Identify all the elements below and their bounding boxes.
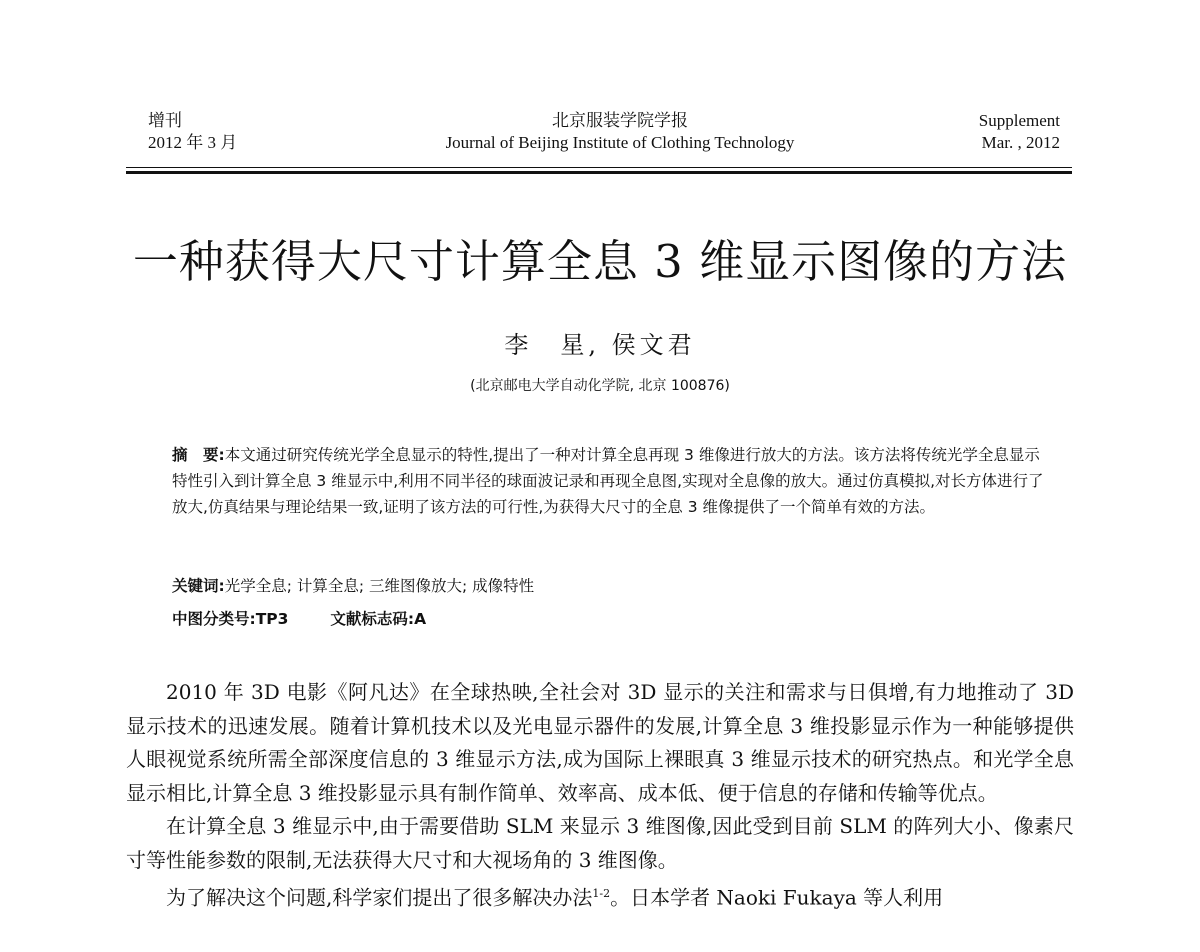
classification xyxy=(172,608,1052,630)
article-title: 一种获得大尺寸计算全息 3 维显示图像的方法 xyxy=(132,235,1068,288)
issue-date-en: Mar. , 2012 xyxy=(981,133,1060,152)
issue-date-cn: 2012 年 3 月 xyxy=(148,133,238,152)
body-paragraph-1: 2010 年 3D 电影《阿凡达》在全球热映,全社会对 3D 显示的关注和需求与日俱增,有力地推动了 3D 显示技术的迅速发展。随着计算机技术以及光电显示器件的发展,计算全息 3 维投影显示作为一种能够提供人眼视觉系统所需全部深度信息的 3 维显示方法,成为国际上裸眼真 3 维显示技术的研究热点。和光学全息显示相比,计算全息 3 维投影显示具有制作简单、效率高、成本低、便于信息的存储和传输等优点。 xyxy=(126,680,1074,805)
citation-ref: 1-2 xyxy=(592,887,611,900)
body-paragraph-3-start: 为了解决这个问题,科学家们提出了很多解决办法 xyxy=(166,885,593,910)
journal-issue-info-en xyxy=(979,110,1060,154)
journal-name xyxy=(380,110,860,154)
article-authors: 李 星, 侯文君 xyxy=(504,331,696,359)
doc-code-label: 文献标志码: xyxy=(330,610,415,628)
supplement-label-cn: 增刊 xyxy=(148,111,182,130)
body-text xyxy=(126,676,1074,915)
keywords xyxy=(172,575,1052,597)
supplement-label-en: Supplement xyxy=(978,111,1060,130)
header-rule-thin xyxy=(126,167,1072,168)
body-paragraph-3-end: 。日本学者 Naoki Fukaya 等人利用 xyxy=(610,885,944,910)
journal-issue-info xyxy=(148,110,237,154)
keywords-label: 关键词: xyxy=(172,577,225,595)
journal-name-en: Journal of Beijing Institute of Clothing Technology xyxy=(445,133,795,152)
keywords-text: 光学全息; 计算全息; 三维图像放大; 成像特性 xyxy=(224,577,535,595)
author-affiliation: (北京邮电大学自动化学院, 北京 100876) xyxy=(470,378,730,394)
journal-name-cn: 北京服装学院学报 xyxy=(552,111,688,130)
body-paragraph-3 xyxy=(126,877,1074,915)
abstract xyxy=(172,442,1052,520)
doc-code-value: A xyxy=(414,610,427,628)
body-paragraph-2: 在计算全息 3 维显示中,由于需要借助 SLM 来显示 3 维图像,因此受到目前 SLM 的阵列大小、像素尺寸等性能参数的限制,无法获得大尺寸和大视场角的 3 维图像。 xyxy=(126,814,1074,872)
clc-label: 中图分类号: xyxy=(172,610,256,628)
clc-value: TP3 xyxy=(255,610,289,628)
abstract-text: 本文通过研究传统光学全息显示的特性,提出了一种对计算全息再现 3 维像进行放大的方法。该方法将传统光学全息显示特性引入到计算全息 3 维显示中,利用不同半径的球面波记录和再现全息图,实现对全息像的放大。通过仿真模拟,对长方体进行了放大,仿真结果与理论结果一致,证明了该方法的可行性,为获得大尺寸的全息 3 维像提供了一个简单有效的方法。 xyxy=(172,446,1044,516)
header-rule-thick xyxy=(126,171,1072,174)
abstract-label: 摘 要: xyxy=(172,446,225,464)
